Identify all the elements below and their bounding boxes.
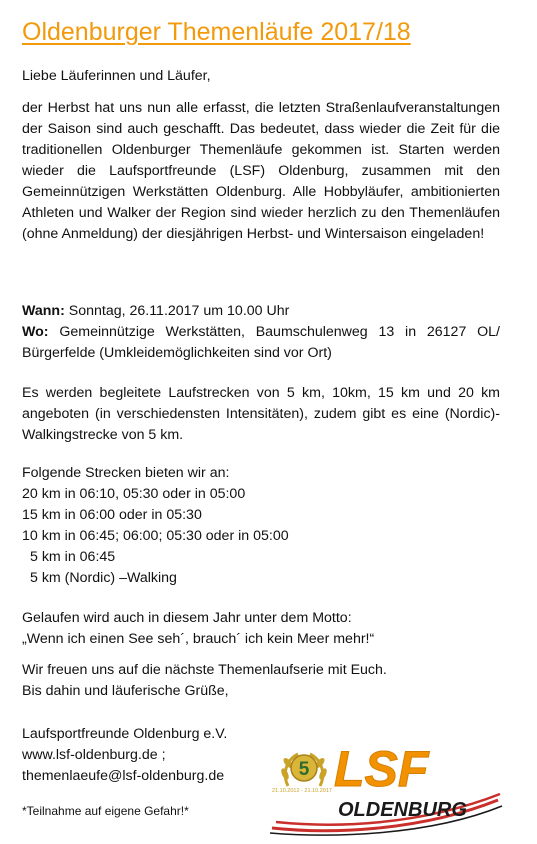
greeting: Liebe Läuferinnen und Läufer, xyxy=(22,68,211,84)
intro-paragraph: der Herbst hat uns nun alle erfasst, die letzten Straßenlaufveranstaltungen der Saison sind auch geschafft. Das bedeutet, dass wieder die Zeit für die traditionellen Oldenburger Themenläufe gekommen ist. Starten werden wieder die Laufsportfreunde (LSF) Oldenburg, zusammen mit den Gemeinnützigen Werkstätten Oldenburg. Alle Hobbyläufer, ambitionierten Athleten und Walker der Region sind wieder herzlich zu den Themenläufen (ohne Anmeldung) der diesjährigen Herbst- und Wintersaison eingeladen! xyxy=(22,100,500,242)
lsf-logo xyxy=(268,738,504,836)
contact-block xyxy=(22,724,227,787)
list-item: 5 km (Nordic) –Walking xyxy=(30,570,177,586)
contact-org: Laufsportfreunde Oldenburg e.V. xyxy=(22,726,228,742)
when-label: Wann: xyxy=(22,303,65,319)
disclaimer: *Teilnahme auf eigene Gefahr!* xyxy=(22,804,189,818)
badge-number: 5 xyxy=(298,759,310,780)
closing xyxy=(22,660,387,702)
anniversary-badge-icon xyxy=(280,754,329,786)
route-list xyxy=(22,463,289,589)
logo-sub-text: OLDENBURG xyxy=(338,799,467,821)
closing-greeting: Bis dahin und läuferische Grüße, xyxy=(22,683,229,699)
route-list-heading: Folgende Strecken bieten wir an: xyxy=(22,465,230,481)
contact-email-link[interactable]: themenlaeufe@lsf-oldenburg.de xyxy=(22,768,225,784)
list-item: 15 km in 06:00 oder in 05:30 xyxy=(22,507,202,523)
routes-paragraph: Es werden begleitete Laufstrecken von 5 km, 10km, 15 km und 20 km angeboten (in verschiedensten Intensitäten), zudem gibt es eine (Nordic)-Walkingstrecke von 5 km. xyxy=(22,385,500,443)
closing-line: Wir freuen uns auf die nächste Themenlaufserie mit Euch. xyxy=(22,662,387,678)
when-value: Sonntag, 26.11.2017 um 10.00 Uhr xyxy=(64,303,290,319)
list-item: 5 km in 06:45 xyxy=(30,549,116,565)
motto-quote: „Wenn ich einen See seh´, brauch´ ich kein Meer mehr!“ xyxy=(22,631,375,647)
list-item: 20 km in 06:10, 05:30 oder in 05:00 xyxy=(22,486,246,502)
page-title: Oldenburger Themenläufe 2017/18 xyxy=(22,18,411,46)
event-info xyxy=(22,301,500,364)
when-line xyxy=(22,301,500,322)
where-label: Wo: xyxy=(22,324,49,340)
where-line xyxy=(22,322,500,364)
list-item: 10 km in 06:45; 06:00; 05:30 oder in 05:00 xyxy=(22,528,289,544)
motto-intro: Gelaufen wird auch in diesem Jahr unter dem Motto: xyxy=(22,610,352,626)
contact-website-link[interactable]: www.lsf-oldenburg.de ; xyxy=(22,747,166,763)
logo-main-text: LSF xyxy=(334,741,429,797)
motto xyxy=(22,608,374,650)
badge-dates: 21.10.2012 - 21.10.2017 xyxy=(272,788,332,794)
where-value: Gemeinnützige Werkstätten, Baumschulenweg 13 in 26127 OL/ Bürgerfelde (Umkleidemöglichkeiten sind vor Ort) xyxy=(22,324,500,361)
